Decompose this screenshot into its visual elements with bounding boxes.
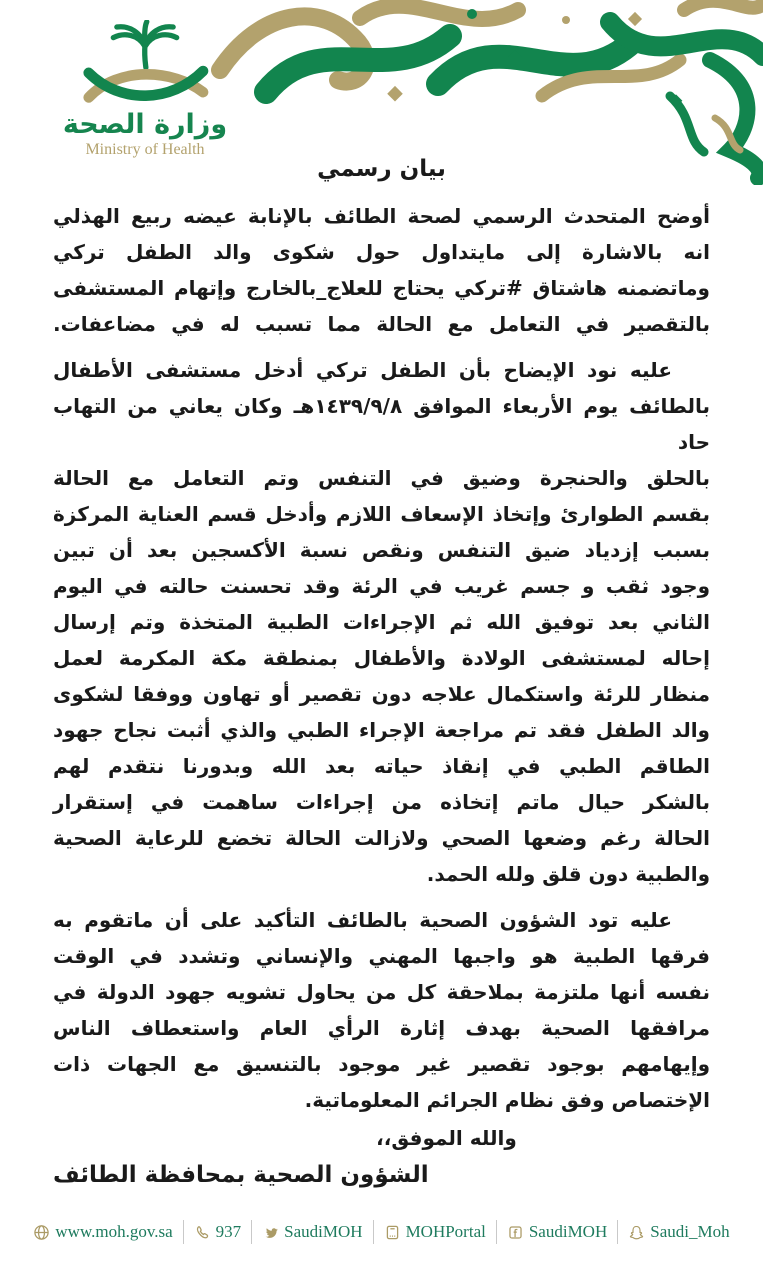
footer-separator: [496, 1220, 497, 1244]
footer-contact-bar: [0, 1220, 763, 1244]
statement-line: فرقها الطبية هو واجبها المهني والإنساني وتشدد في الوقت: [53, 944, 710, 968]
statement-line: بسبب إزدياد ضيق التنفس ونقص نسبة الأكسجين بعد أن تبين: [53, 538, 710, 562]
paragraph: [53, 198, 710, 342]
footer-separator: [373, 1220, 374, 1244]
statement-line: بالتقصير في التعامل مع الحالة مما تسبب له في مضاعفات.: [53, 312, 710, 336]
statement-line: بقسم الطوارئ وإتخاذ الإسعاف اللازم وأدخل قسم العناية المركزة: [53, 502, 710, 526]
facebook-icon: [507, 1224, 524, 1241]
logo-arabic-wordmark: وزارة الصحة: [62, 109, 228, 140]
twitter-label: SaudiMOH: [284, 1222, 363, 1241]
app-icon: [384, 1224, 401, 1241]
statement-line: والطبية دون قلق ولله الحمد.: [426, 862, 710, 886]
phone-link[interactable]: [194, 1222, 242, 1242]
statement-line: وجود ثقب و جسم غريب في الرئة وقد تحسنت حالته في اليوم: [53, 574, 710, 598]
statement-line: انه بالاشارة إلى مايتداول حول شكوى والد الطفل تركي: [53, 240, 710, 264]
statement-title: بيان رسمي: [317, 156, 446, 182]
website-label: www.moh.gov.sa: [55, 1222, 173, 1241]
twitter-icon: [262, 1224, 279, 1241]
statement-line: الحالة رغم وضعها الصحي ولازالت الحالة تخضع للرعاية الصحية: [53, 826, 710, 850]
footer-separator: [617, 1220, 618, 1244]
footer-separator: [251, 1220, 252, 1244]
statement-line: وإيهامهم بوجود تقصير غير موجود بالتنسيق مع الجهات ذات: [53, 1052, 710, 1076]
statement-line: وماتضمنه هاشتاق #تركي يحتاج للعلاج_بالخارج وإتهام المستشفى: [53, 276, 710, 300]
signature: الشؤون الصحية بمحافظة الطائف: [53, 1162, 429, 1188]
moh-logo-icon: [70, 20, 220, 108]
statement-body: [53, 198, 710, 1156]
website-link[interactable]: [33, 1222, 172, 1242]
globe-icon: [33, 1224, 50, 1241]
paragraph: [53, 352, 710, 892]
logo-english-wordmark: Ministry of Health: [85, 141, 205, 158]
footer-separator: [183, 1220, 184, 1244]
portal-link[interactable]: [384, 1222, 486, 1242]
statement-line: نفسه أنها ملتزمة بملاحقة كل من يحاول تشويه جهود الدولة في: [53, 980, 710, 1004]
facebook-link[interactable]: [507, 1222, 607, 1242]
snapchat-link[interactable]: [628, 1222, 729, 1242]
phone-icon: [194, 1224, 211, 1241]
statement-line: عليه نود الإيضاح بأن الطفل تركي أدخل مستشفى الأطفال: [53, 358, 672, 382]
portal-label: MOHPortal: [405, 1222, 486, 1241]
facebook-label: SaudiMOH: [528, 1222, 608, 1241]
statement-line: بالحلق والحنجرة وضيق في التنفس وتم التعامل مع الحالة: [53, 466, 710, 490]
moh-logo: [60, 20, 230, 160]
statement-line: الثاني بعد توفيق الله ثم الإجراءات الطبية المتخذة وتم إرسال: [53, 610, 710, 634]
statement-line: عليه تود الشؤون الصحية بالطائف التأكيد على أن ماتقوم به: [53, 908, 672, 932]
statement-line: بالشكر حيال ماتم إتخاذه من إجراءات ساهمت في إستقرار: [53, 790, 710, 814]
twitter-link[interactable]: [262, 1222, 362, 1242]
statement-line: مرافقها الصحية بهدف إثارة الرأي العام واستعطاف الناس: [53, 1016, 710, 1040]
statement-line: أوضح المتحدث الرسمي لصحة الطائف بالإنابة عيضه ربيع الهذلي: [53, 204, 710, 228]
statement-line: الإختصاص وفق نظام الجرائم المعلوماتية.: [304, 1088, 710, 1112]
snapchat-label: Saudi_Moh: [650, 1222, 730, 1241]
statement-line: إحاله لمستشفى الولادة والأطفال بمنطقة مكة المكرمة لعمل: [53, 646, 710, 670]
phone-label: 937: [215, 1222, 242, 1241]
statement-line: الطاقم الطبي في إنقاذ حياته بعد الله وبدورنا نتقدم لهم: [53, 754, 710, 778]
statement-line: بالطائف يوم الأربعاء الموافق ١٤٣٩/٩/٨هـ وكان يعاني من التهاب حاد: [53, 394, 710, 454]
statement-line: منظار للرئة واستكمال علاجه دون تقصير أو تهاون ووفقا لشكوى: [53, 682, 710, 706]
closing-line: والله الموفق،،: [376, 1126, 517, 1150]
snapchat-icon: [628, 1224, 645, 1241]
paragraph: [53, 902, 710, 1118]
statement-line: والد الطفل فقد تم مراجعة الإجراء الطبي والذي أثبت نجاح جهود: [53, 718, 710, 742]
